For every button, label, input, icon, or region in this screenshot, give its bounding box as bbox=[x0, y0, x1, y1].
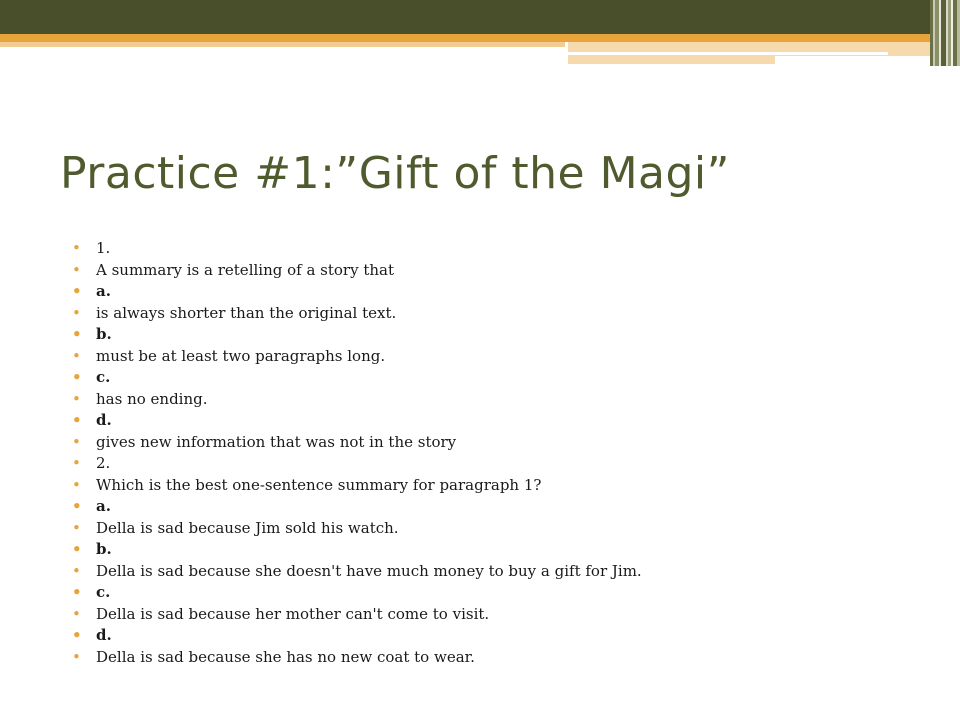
bullet-item: • is always shorter than the original text. bbox=[70, 303, 642, 325]
header-band-edge bbox=[775, 56, 930, 64]
bullet-item: • c. bbox=[70, 367, 642, 389]
bullet-item: • d. bbox=[70, 410, 642, 432]
slide-title: Practice #1:”Gift of the Magi” bbox=[60, 148, 730, 199]
bullet-item: • b. bbox=[70, 324, 642, 346]
bullet-item: • has no ending. bbox=[70, 389, 642, 411]
header-band-orange bbox=[0, 34, 930, 42]
header-divider-line bbox=[568, 52, 888, 55]
header-vertical-stripes bbox=[930, 0, 960, 66]
bullet-item: • A summary is a retelling of a story that bbox=[70, 260, 642, 282]
bullet-item: • 2. bbox=[70, 453, 642, 475]
bullet-item: • Della is sad because she has no new coat to wear. bbox=[70, 647, 642, 669]
bullet-item: • b. bbox=[70, 539, 642, 561]
bullet-item: • c. bbox=[70, 582, 642, 604]
bullet-item: • 1. bbox=[70, 238, 642, 260]
bullet-item: • a. bbox=[70, 281, 642, 303]
bullet-list bbox=[70, 238, 642, 668]
bullet-item: • Della is sad because Jim sold his watch. bbox=[70, 518, 642, 540]
header-band-light bbox=[0, 42, 565, 47]
bullet-item: • Della is sad because her mother can't come to visit. bbox=[70, 604, 642, 626]
bullet-item: • Della is sad because she doesn't have much money to buy a gift for Jim. bbox=[70, 561, 642, 583]
bullet-item: • Which is the best one-sentence summary for paragraph 1? bbox=[70, 475, 642, 497]
bullet-item: • d. bbox=[70, 625, 642, 647]
bullet-item: • gives new information that was not in the story bbox=[70, 432, 642, 454]
bullet-item: • a. bbox=[70, 496, 642, 518]
header-band-dark bbox=[0, 0, 930, 34]
bullet-item: • must be at least two paragraphs long. bbox=[70, 346, 642, 368]
